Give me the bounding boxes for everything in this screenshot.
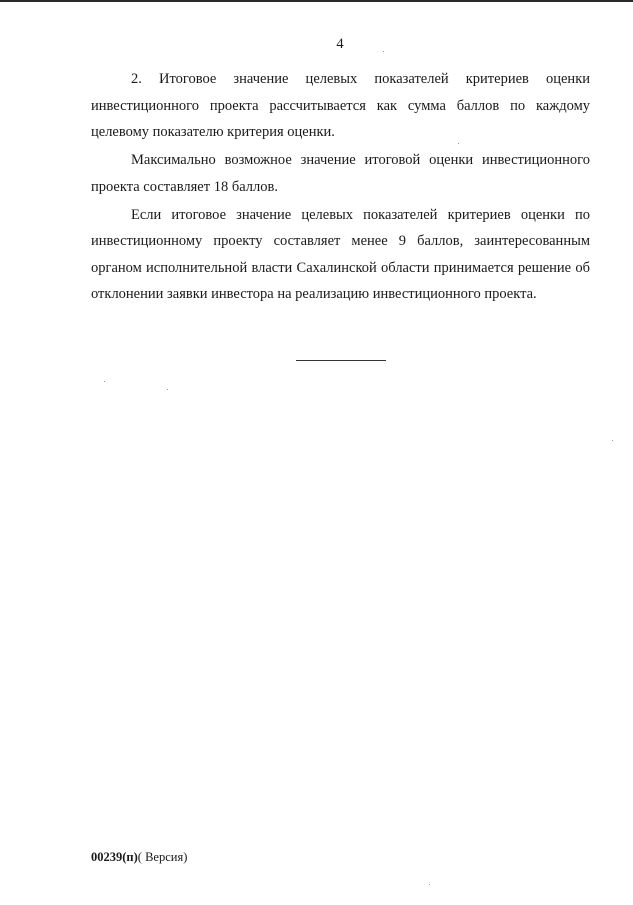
document-code: 00239(п) <box>91 850 138 864</box>
scan-speck <box>612 440 613 441</box>
scan-speck <box>167 389 168 390</box>
document-body <box>91 66 590 309</box>
scan-speck <box>383 51 384 52</box>
scan-speck <box>104 381 105 382</box>
paragraph-rejection-rule: Если итоговое значение целевых показателей критериев оценки по инвестиционному проекту составляет менее 9 баллов, заинтересованным органом исполнительной власти Сахалинской области принимается решение об отклонении заявки инвестора на реализацию инвестиционного проекта. <box>91 206 590 302</box>
scan-speck <box>429 884 430 885</box>
scan-speck <box>458 143 459 144</box>
paragraph-max-score: Максимально возможное значение итоговой оценки инвестиционного проекта составляет 18 баллов. <box>91 152 590 195</box>
paragraph-score-calculation: 2. Итоговое значение целевых показателей критериев оценки инвестиционного проекта рассчитывается как сумма баллов по каждому целевому показателю критерия оценки. <box>91 71 590 140</box>
document-footer <box>91 850 187 865</box>
top-edge-rule <box>0 0 633 2</box>
closing-divider <box>296 360 386 361</box>
page-number: 4 <box>336 36 344 52</box>
document-version: ( Версия) <box>137 850 188 864</box>
